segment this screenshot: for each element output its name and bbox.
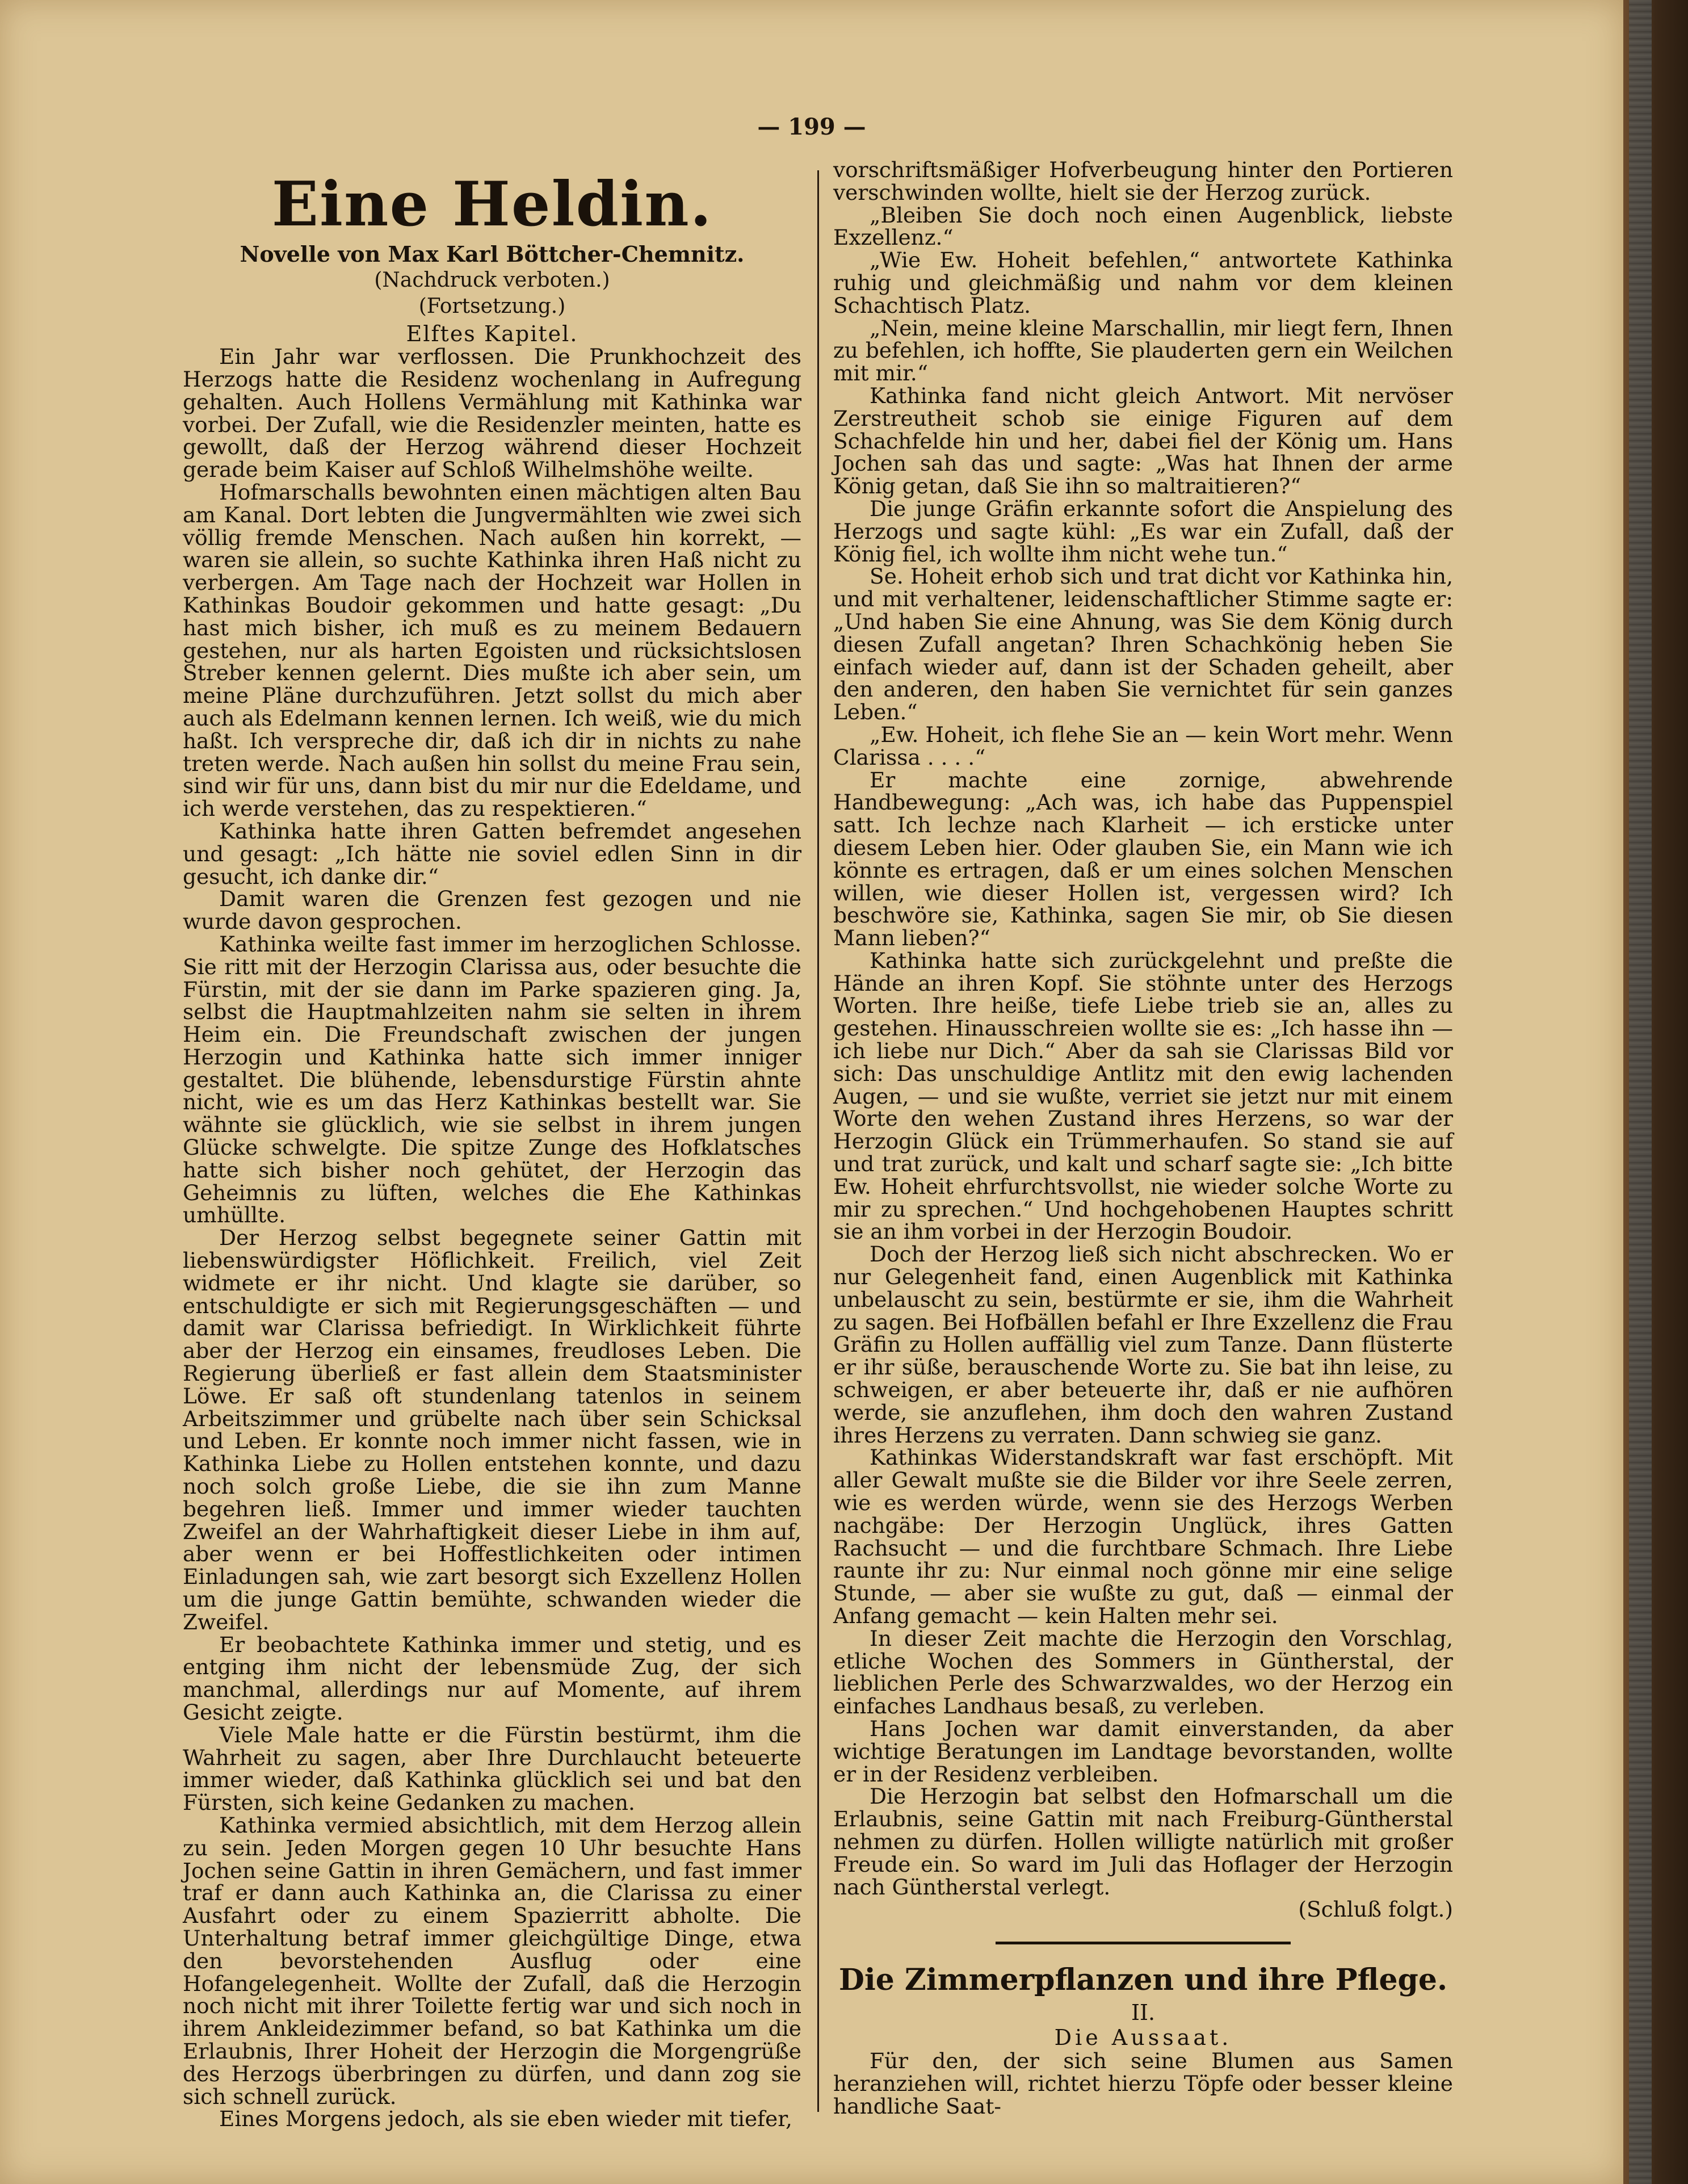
paragraph: In dieser Zeit machte die Herzogin den Vorschlag, etliche Wochen des Sommers in Güntherstal, der lieblichen Perle des Schwarzwaldes, wo der Herzog ein einfaches Landhaus besaß, zu verleben. <box>833 1625 1453 1719</box>
binding-spine <box>1629 0 1652 2184</box>
paragraph: Der Herzog selbst begegnete seiner Gattin mit liebenswürdigster Höflichkeit. Freilich, viel Zeit widmete er ihr nicht. Und klagte sie darüber, so entschuldigte er sich mit Regierungsgeschäften — und damit war Clarissa befriedigt. In Wirklichkeit führte aber der Herzog ein einsames, freudloses Leben. Die Regierung überließ er fast allein dem Staatsminister Löwe. Er saß oft stundenlang tatenlos in seinem Arbeitszimmer und grübelte nach über sein Schicksal und Leben. Er konnte noch immer nicht fassen, wie in Kathinka Liebe zu Hollen entstehen konnte, und dazu noch solch große Liebe, die sie ihn zum Manne begehren ließ. Immer und immer wieder tauchten Zweifel an der Wahrhaftigkeit dieser Liebe in ihm auf, aber wenn er bei Hoffestlichkeiten oder intimen Einladungen sah, wie zart besorgt sich Exzellenz Hollen um die junge Gattin bemühte, schwanden wieder die Zweifel. <box>183 1225 801 1634</box>
paragraph: Ein Jahr war verflossen. Die Prunkhochzeit des Herzogs hatte die Residenz wochenlang in Aufregung gehalten. Auch Hollens Vermählung mit Kathinka war vorbei. Der Zufall, wie die Residenzler meinten, hatte es gewollt, daß der Herzog während dieser Hochzeit gerade beim Kaiser auf Schloß Wilhelmshöhe weilte. <box>183 344 801 483</box>
paragraph: Kathinka weilte fast immer im herzoglichen Schlosse. Sie ritt mit der Herzogin Clarissa aus, oder besuchte die Fürstin, mit der sie dann im Parke spazieren ging. Ja, selbst die Hauptmahlzeiten nahm sie selten in ihrem Heim ein. Die Freundschaft zwischen der jungen Herzogin und Kathinka hatte sich immer inniger gestaltet. Die blühende, lebensdurstige Fürstin ahnte nicht, wie es um das Herz Kathinkas bestellt war. Sie wähnte sie glücklich, wie sie selbst in ihrem jungen Glücke schwelgte. Die spitze Zunge des Hofklatsches hatte sich bisher noch gehütet, der Herzogin das Geheimnis zu lüften, welches die Ehe Kathinkas umhüllte. <box>183 931 801 1228</box>
rights-notice: (Nachdruck verboten.) <box>374 268 610 292</box>
paragraph: Se. Hoheit erhob sich und trat dicht vor Kathinka hin, und mit verhaltener, leidenschaftlicher Stimme sagte er: „Und haben Sie eine Ahnung, was Sie dem König durch diesen Zufall angetan? Ihren Schachkönig heben Sie einfach wieder auf, dann ist der Schaden geheilt, aber den anderen, den haben Sie vernichtet für sein ganzes Leben.“ <box>833 564 1453 725</box>
article-title: Die Zimmerpflanzen und ihre Pflege. <box>838 1963 1448 1998</box>
paragraph: „Wie Ew. Hoheit befehlen,“ antwortete Kathinka ruhig und gleichmäßig und nahm vor dem kleinen Schachtisch Platz. <box>833 248 1453 318</box>
page-number: — 199 — <box>757 114 866 140</box>
story-title: Eine Heldin. <box>271 169 713 240</box>
paragraph: Kathinka vermied absichtlich, mit dem Herzog allein zu sein. Jeden Morgen gegen 10 Uhr besuchte Hans Jochen seine Gattin in ihren Gemächern, und fast immer traf er dann auch Kathinka an, die Clarissa zu einer Ausfahrt oder zu einem Spazierritt abholte. Die Unterhaltung betraf immer gleichgültige Dinge, etwa den bevorstehenden Ausflug oder eine Hofangelegenheit. Wollte der Zufall, daß die Herzogin noch nicht mit ihrer Toilette fertig war und sich noch in ihrem Ankleidezimmer befand, so bat Kathinka um die Erlaubnis, Ihrer Hoheit der Herzogin die Morgengrüße des Herzogs überbringen zu dürfen, und dann zog sie sich schnell zurück. <box>183 1812 801 2109</box>
paragraph: Hans Jochen war damit einverstanden, da aber wichtige Beratungen im Landtage bevorstanden, wollte er in der Residenz verbleiben. <box>833 1716 1453 1787</box>
section-rule <box>996 1942 1291 1944</box>
paragraph: Kathinka fand nicht gleich Antwort. Mit nervöser Zerstreutheit schob sie einige Figuren auf dem Schachfelde hin und her, dabei fiel der König um. Hans Jochen sah das und sagte: „Was hat Ihnen der arme König getan, daß Sie ihn so maltraitieren?“ <box>833 383 1453 499</box>
paragraph: Für den, der sich seine Blumen aus Samen heranziehen will, richtet hierzu Töpfe oder besser kleine handliche Saat- <box>833 2048 1453 2119</box>
story-byline: Novelle von Max Karl Böttcher-Chemnitz. <box>240 241 745 267</box>
paragraph: Viele Male hatte er die Fürstin bestürmt, ihm die Wahrheit zu sagen, aber Ihre Durchlaucht beteuerte immer wieder, daß Kathinka glücklich sei und bat den Fürsten, sich keine Gedanken zu machen. <box>183 1722 801 1816</box>
chapter-heading: Elftes Kapitel. <box>406 321 578 347</box>
paragraph: Er beobachtete Kathinka immer und stetig, und es entging ihm nicht der lebensmüde Zug, der sich manchmal, allerdings nur auf Momente, auf ihrem Gesicht zeigte. <box>183 1632 801 1725</box>
paragraph: Kathinka hatte sich zurückgelehnt und preßte die Hände an ihren Kopf. Sie stöhnte unter des Herzogs Worten. Ihre heiße, tiefe Liebe trieb sie an, alles zu gestehen. Hinausschreien wollte sie es: „Ich hasse ihn — ich liebe nur Dich.“ Aber da sah sie Clarissas Bild vor sich: Das unschuldige Antlitz mit den ewig lachenden Augen, — und sie wußte, verriet sie jetzt nur mit einem Worte den wehen Zustand ihres Herzens, so war der Herzogin Glück ein Trümmerhaufen. So stand sie auf und trat zurück, und kalt und scharf sagte sie: „Ich bitte Ew. Hoheit ehrfurchtsvollst, nie wieder solche Worte zu mir zu sprechen.“ Und hochgehobenen Hauptes schritt sie an ihm vorbei in der Herzogin Boudoir. <box>833 948 1453 1244</box>
paragraph: Die Herzogin bat selbst den Hofmarschall um die Erlaubnis, seine Gattin mit nach Freiburg-Güntherstal nehmen zu dürfen. Hollen willigte natürlich mit großer Freude ein. So ward im Juli das Hoflager der Herzogin nach Güntherstal verlegt. <box>833 1784 1453 1900</box>
article-part: II. <box>1131 2000 1156 2026</box>
paragraph: Doch der Herzog ließ sich nicht abschrecken. Wo er nur Gelegenheit fand, einen Augenblick mit Kathinka unbelauscht zu sein, bestürmte er sie, ihm die Wahrheit zu sagen. Bei Hofbällen befahl er Ihre Exzellenz die Frau Gräfin zu Hollen auffällig viel zum Tanze. Dann flüsterte er ihr süße, berauschende Worte zu. Sie bat ihn leise, zu schweigen, er aber beteuerte ihr, daß er nie aufhören werde, sie anzuflehen, ihm doch den wahren Zustand ihres Herzens zu verraten. Dann schwieg sie ganz. <box>833 1242 1453 1448</box>
paragraph: Eines Morgens jedoch, als sie eben wieder mit tiefer, <box>219 2106 792 2132</box>
paragraph: „Ew. Hoheit, ich flehe Sie an — kein Wort mehr. Wenn Clarissa . . . .“ <box>833 722 1453 770</box>
paragraph: Er machte eine zornige, abwehrende Handbewegung: „Ach was, ich habe das Puppenspiel satt. Ich lechze nach Klarheit — ich ersticke unter diesem Leben hier. Oder glauben Sie, ein Mann wie ich könnte es ertragen, daß er um eines solchen Menschen willen, wie dieser Hollen ist, vergessen wird? Ich beschwöre sie, Kathinka, sagen Sie mir, ob Sie diesen Mann lieben?“ <box>833 767 1453 951</box>
paragraph: Kathinka hatte ihren Gatten befremdet angesehen und gesagt: „Ich hätte nie soviel edlen Sinn in dir gesucht, ich danke dir.“ <box>183 818 801 889</box>
left-column <box>183 159 801 2131</box>
section-heading: Die Aussaat. <box>1054 2025 1232 2051</box>
paragraph: Damit waren die Grenzen fest gezogen und nie wurde davon gesprochen. <box>183 886 801 934</box>
paragraph: „Nein, meine kleine Marschallin, mir liegt fern, Ihnen zu befehlen, ich hoffte, Sie plauderten gern ein Weilchen mit mir.“ <box>833 315 1453 386</box>
right-column <box>833 159 1453 2118</box>
continuation-notice: (Fortsetzung.) <box>418 294 566 318</box>
paragraph: Kathinkas Widerstandskraft war fast erschöpft. Mit aller Gewalt mußte sie die Bilder vor ihre Seele zerren, wie es werden würde, wenn sie des Herzogs Werben nachgäbe: Der Herzogin Unglück, ihres Gatten Rachsucht — und die furchtbare Schmach. Ihre Liebe raunte ihr zu: Nur einmal noch gönne mir eine selige Stunde, — aber sie wußte zu gut, daß — einmal der Anfang gemacht — kein Halten mehr sei. <box>833 1445 1453 1628</box>
paragraph: vorschriftsmäßiger Hofverbeugung hinter den Portieren verschwinden wollte, hielt sie der Herzog zurück. <box>833 157 1453 205</box>
column-divider <box>817 170 819 2112</box>
paragraph: Die junge Gräfin erkannte sofort die Anspielung des Herzogs und sagte kühl: „Es war ein Zufall, daß der König fiel, ich wollte ihm nicht wehe tun.“ <box>833 496 1453 567</box>
paragraph: Hofmarschalls bewohnten einen mächtigen alten Bau am Kanal. Dort lebten die Jungvermählten wie zwei sich völlig fremde Menschen. Nach außen hin korrekt, — waren sie allein, so suchte Kathinka ihren Haß nicht zu verbergen. Am Tage nach der Hochzeit war Hollen in Kathinkas Boudoir gekommen und hatte gesagt: „Du hast mich bisher, ich muß es zu meinem Bedauern gestehen, nur als harten Egoisten und rücksichtslosen Streber kennen gelernt. Dies mußte ich aber sein, um meine Pläne durchzuführen. Jetzt sollst du mich aber auch als Edelmann kennen lernen. Ich weiß, wie du mich haßt. Ich verspreche dir, daß ich dir in nichts zu nahe treten werde. Nach außen hin sollst du meine Frau sein, sind wir für uns, dann bist du mir nur die Edeldame, und ich werde verstehen, das zu respektieren.“ <box>183 479 801 821</box>
to-be-continued: (Schluß folgt.) <box>1298 1897 1453 1922</box>
paragraph: „Bleiben Sie doch noch einen Augenblick, liebste Exzellenz.“ <box>833 202 1453 250</box>
